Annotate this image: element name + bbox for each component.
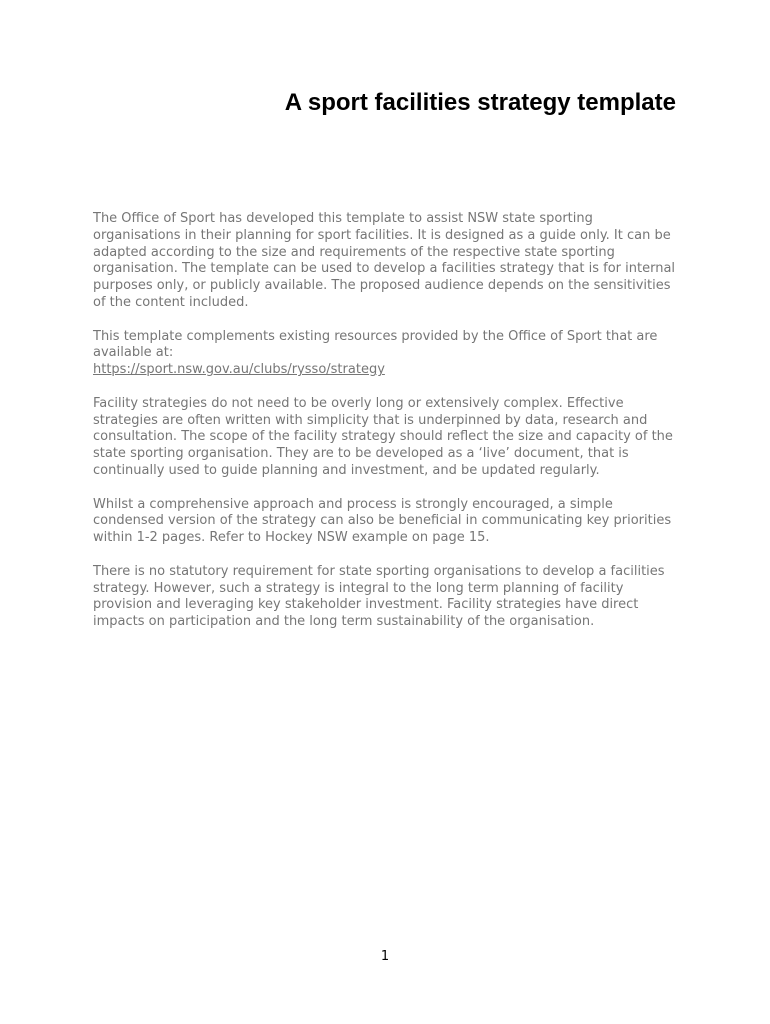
resources-text: This template complements existing resources provided by the Office of Sport that are available at:	[93, 328, 658, 361]
resources-paragraph	[93, 329, 683, 379]
statutory-paragraph: There is no statutory requirement for state sporting organisations to develop a facilities strategy. However, such a strategy is integral to the long term planning of facility provision and leveraging key stakeholder investment. Facility strategies have direct impacts on participation and the long term sustainability of the organisation.	[93, 563, 665, 630]
condensed-version-paragraph: Whilst a comprehensive approach and process is strongly encouraged, a simple condensed version of the strategy can also be beneficial in communicating key priorities within 1-2 pages. Refer to Hockey NSW example on page 15.	[93, 496, 672, 546]
page-number: 1	[380, 949, 390, 964]
scope-paragraph: Facility strategies do not need to be overly long or extensively complex. Effective strategies are often written with simplicity that is underpinned by data, research and consultation. The scope of the facility strategy should reflect the size and capacity of the state sporting organisation. They are to be developed as a ‘live’ document, that is continually used to guide planning and investment, and be updated regularly.	[93, 395, 673, 478]
page-title: A sport facilities strategy template	[284, 89, 676, 116]
strategy-resource-link[interactable]: https://sport.nsw.gov.au/clubs/rysso/strategy	[93, 362, 385, 378]
document-body	[93, 211, 683, 648]
intro-paragraph: The Office of Sport has developed this template to assist NSW state sporting organisations in their planning for sport facilities. It is designed as a guide only. It can be adapted according to the size and requirements of the respective state sporting organisation. The template can be used to develop a facilities strategy that is for internal purposes only, or publicly available. The proposed audience depends on the sensitivities of the content included.	[93, 211, 676, 310]
